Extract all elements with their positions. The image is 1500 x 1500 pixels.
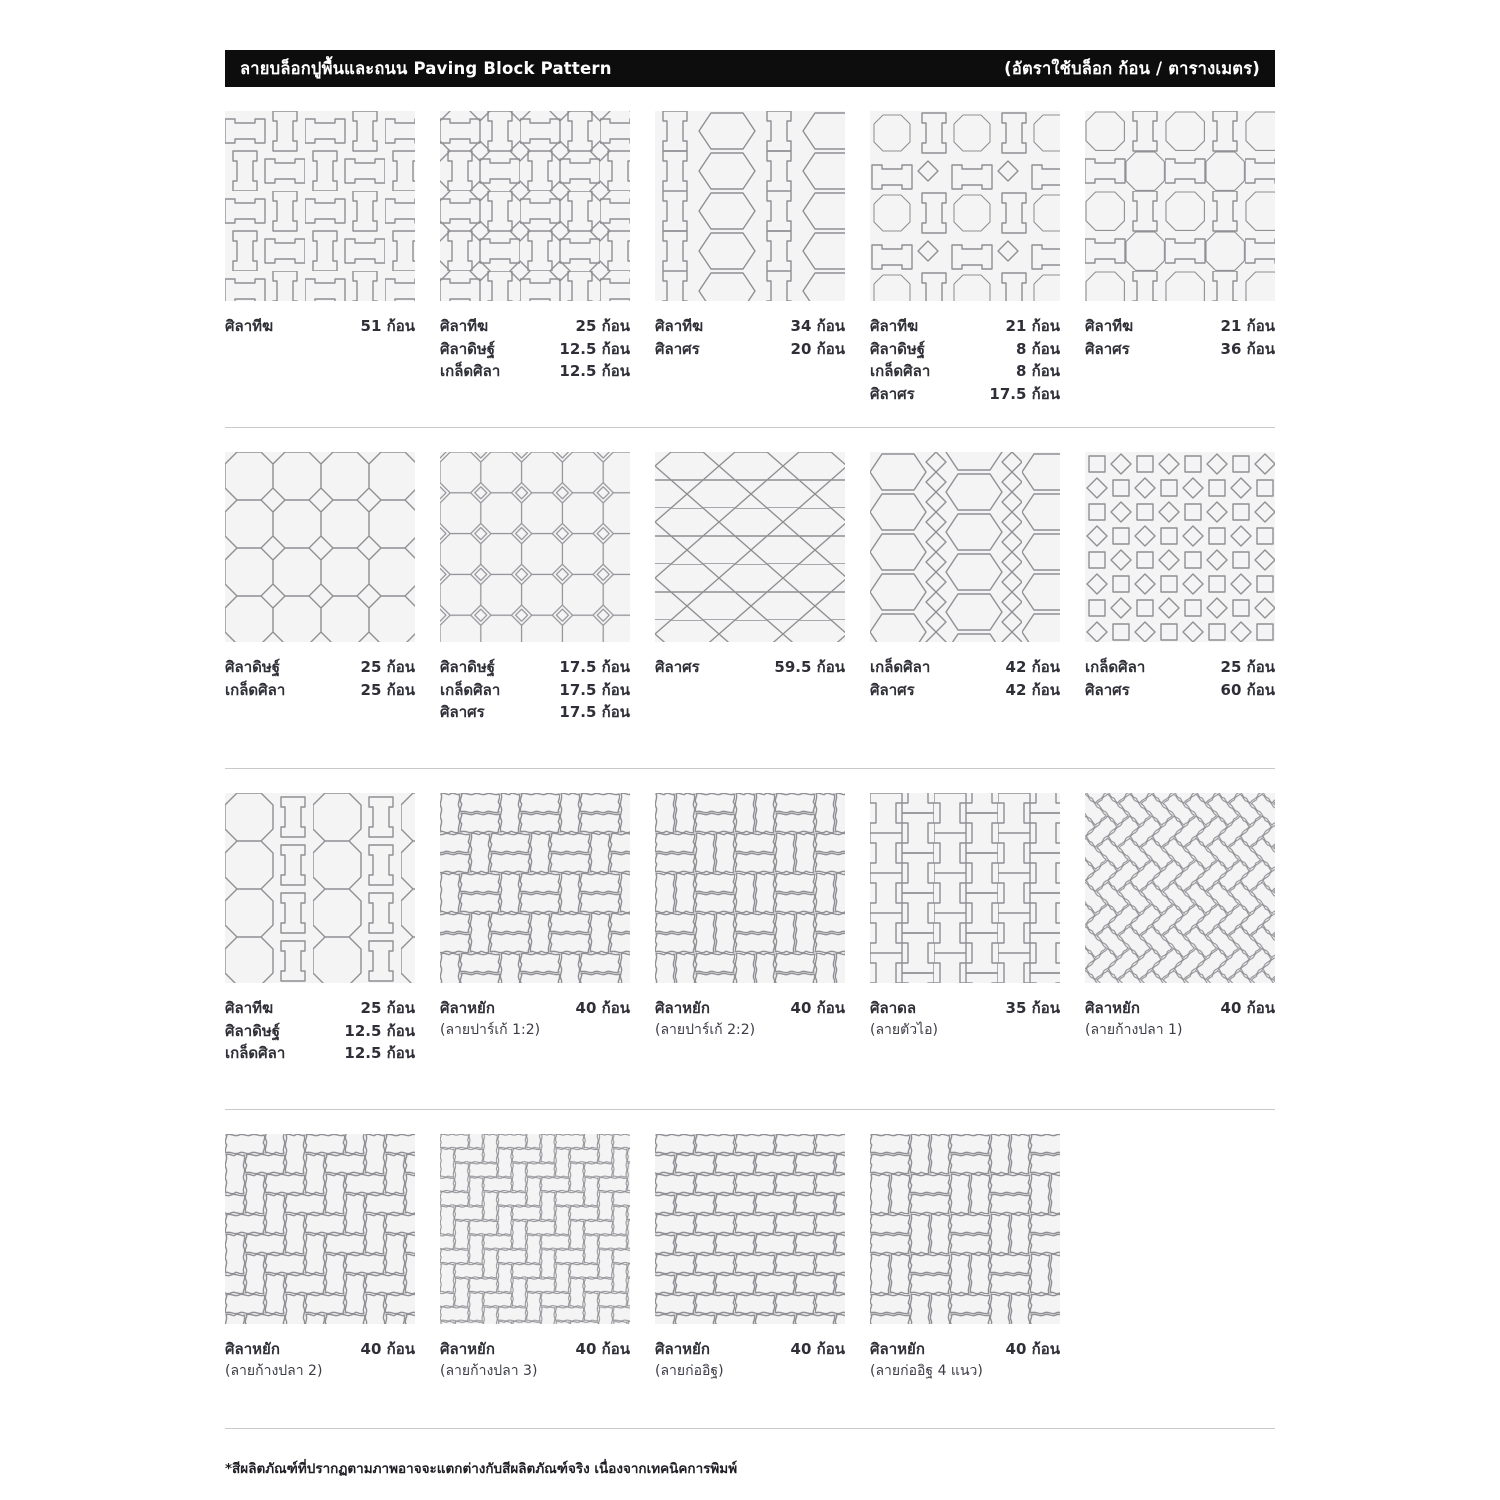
product-line — [225, 315, 415, 338]
product-line — [225, 997, 415, 1020]
pattern-swatch — [870, 793, 1060, 983]
product-line — [655, 338, 845, 361]
product-line — [225, 1338, 415, 1361]
pattern-labels — [655, 642, 845, 768]
pattern-cell — [1085, 111, 1275, 427]
pattern-section — [225, 87, 1275, 428]
product-name: ศิลาดิษฐ์ — [225, 1021, 281, 1040]
product-name: เกล็ดศิลา — [870, 658, 931, 676]
product-name: ศิลาทีฆ — [870, 317, 919, 335]
product-quantity: 8 ก้อน — [1015, 339, 1060, 358]
product-line — [1085, 338, 1275, 361]
pattern-cell — [655, 1134, 845, 1428]
pattern-swatch — [225, 452, 415, 642]
product-quantity: 25 ก้อน — [360, 999, 415, 1017]
pattern-note: (ลายปาร์เก้ 2:2) — [655, 1021, 756, 1038]
product-quantity: 20 ก้อน — [790, 339, 845, 358]
swatch-pattern-fill — [655, 452, 845, 642]
product-name: ศิลาดิษฐ์ — [440, 658, 496, 676]
product-line — [870, 315, 1060, 338]
pattern-note: (ลายปาร์เก้ 1:2) — [440, 1021, 541, 1038]
pattern-cell — [1085, 793, 1275, 1109]
swatch-pattern-fill — [225, 111, 415, 301]
page-title: ลายบล็อกปูพื้นและถนน Paving Block Pattern — [240, 58, 612, 78]
product-name: ศิลาหยัก — [440, 1340, 495, 1358]
pattern-labels — [655, 301, 845, 427]
pattern-labels — [440, 301, 630, 427]
swatch-pattern-fill — [870, 1134, 1060, 1324]
swatch-pattern-fill — [440, 111, 630, 301]
product-name: เกล็ดศิลา — [225, 1044, 286, 1062]
pattern-section — [225, 428, 1275, 769]
product-line — [870, 383, 1060, 406]
product-quantity: 17.5 ก้อน — [559, 658, 630, 676]
swatch-pattern-fill — [440, 1134, 630, 1324]
product-quantity: 42 ก้อน — [1005, 658, 1060, 676]
pattern-swatch — [655, 452, 845, 642]
product-quantity: 12.5 ก้อน — [559, 339, 630, 358]
product-name: ศิลาดิษฐ์ — [225, 658, 281, 676]
pattern-labels — [655, 1324, 845, 1428]
product-quantity: 40 ก้อน — [790, 1340, 845, 1358]
product-line — [870, 679, 1060, 702]
product-quantity: 25 ก้อน — [360, 680, 415, 699]
product-name: ศิลาทีฆ — [225, 317, 274, 335]
pattern-note: (ลายก่ออิฐ) — [655, 1362, 724, 1379]
product-line — [870, 1338, 1060, 1361]
product-name: เกล็ดศิลา — [440, 362, 501, 380]
product-quantity: 12.5 ก้อน — [344, 1021, 415, 1040]
product-line — [870, 997, 1060, 1020]
pattern-labels — [870, 301, 1060, 427]
product-quantity: 40 ก้อน — [360, 1340, 415, 1358]
product-name: ศิลาศร — [655, 339, 700, 358]
product-quantity: 40 ก้อน — [575, 999, 630, 1017]
pattern-note: (ลายก้างปลา 2) — [225, 1362, 323, 1379]
swatch-pattern-fill — [655, 1134, 845, 1324]
swatch-pattern-fill — [870, 111, 1060, 301]
pattern-cell — [440, 1134, 630, 1428]
swatch-pattern-fill — [225, 452, 415, 642]
pattern-swatch — [440, 1134, 630, 1324]
pattern-labels — [655, 983, 845, 1109]
product-name: ศิลาศร — [1085, 680, 1130, 699]
pattern-cell — [1085, 452, 1275, 768]
pattern-swatch — [655, 793, 845, 983]
pattern-cell — [225, 111, 415, 427]
pattern-cell — [870, 793, 1060, 1109]
product-name: ศิลาดิษฐ์ — [870, 339, 926, 358]
product-quantity: 17.5 ก้อน — [989, 384, 1060, 403]
product-name: ศิลาศร — [1085, 339, 1130, 358]
header-bar — [225, 50, 1275, 87]
pattern-cell — [655, 452, 845, 768]
product-name: ศิลาศร — [870, 680, 915, 699]
product-quantity: 59.5 ก้อน — [774, 658, 845, 676]
pattern-swatch — [870, 1134, 1060, 1324]
product-name: ศิลาดล — [870, 999, 917, 1017]
pattern-row — [225, 111, 1275, 427]
product-line — [225, 656, 415, 679]
pattern-cell — [870, 111, 1060, 427]
product-quantity: 40 ก้อน — [1220, 999, 1275, 1017]
pattern-row — [225, 793, 1275, 1109]
product-quantity: 17.5 ก้อน — [559, 680, 630, 699]
swatch-pattern-fill — [870, 793, 1060, 983]
product-line — [655, 997, 845, 1020]
product-line — [1085, 315, 1275, 338]
pattern-row — [225, 1134, 1275, 1428]
swatch-pattern-fill — [1085, 111, 1275, 301]
pattern-swatch — [1085, 111, 1275, 301]
pattern-note: (ลายก่ออิฐ 4 แนว) — [870, 1362, 983, 1379]
swatch-pattern-fill — [225, 1134, 415, 1324]
product-line — [440, 997, 630, 1020]
product-name: ศิลาหยัก — [655, 1340, 710, 1358]
pattern-cell — [440, 793, 630, 1109]
product-quantity: 8 ก้อน — [1015, 362, 1060, 380]
pattern-swatch — [870, 111, 1060, 301]
product-name: ศิลาทีฆ — [225, 999, 274, 1017]
pattern-swatch — [655, 1134, 845, 1324]
pattern-labels — [440, 983, 630, 1109]
product-name: ศิลาทีฆ — [440, 317, 489, 335]
pattern-cell — [440, 111, 630, 427]
product-quantity: 60 ก้อน — [1220, 680, 1275, 699]
pattern-labels — [870, 642, 1060, 768]
product-line — [440, 679, 630, 702]
pattern-labels — [225, 642, 415, 768]
swatch-pattern-fill — [1085, 452, 1275, 642]
pattern-cell — [655, 111, 845, 427]
product-name: ศิลาหยัก — [440, 999, 495, 1017]
pattern-swatch — [440, 452, 630, 642]
pattern-cell — [225, 1134, 415, 1428]
pattern-swatch — [870, 452, 1060, 642]
pattern-swatch — [1085, 452, 1275, 642]
pattern-swatch — [225, 111, 415, 301]
product-line — [1085, 656, 1275, 679]
swatch-pattern-fill — [655, 793, 845, 983]
pattern-cell — [440, 452, 630, 768]
product-quantity: 42 ก้อน — [1005, 680, 1060, 699]
pattern-labels — [1085, 983, 1275, 1109]
product-quantity: 35 ก้อน — [1005, 999, 1060, 1017]
pattern-labels — [440, 642, 630, 768]
product-name: เกล็ดศิลา — [1085, 658, 1146, 676]
product-name: ศิลาศร — [655, 658, 700, 676]
product-line — [440, 1338, 630, 1361]
product-quantity: 40 ก้อน — [1005, 1340, 1060, 1358]
product-quantity: 12.5 ก้อน — [344, 1044, 415, 1062]
product-name: ศิลาทีฆ — [655, 317, 704, 335]
product-name: ศิลาทีฆ — [1085, 317, 1134, 335]
product-quantity: 51 ก้อน — [360, 317, 415, 335]
product-quantity: 21 ก้อน — [1220, 317, 1275, 335]
product-quantity: 25 ก้อน — [1220, 658, 1275, 676]
product-name: ศิลาหยัก — [1085, 999, 1140, 1017]
product-line — [655, 656, 845, 679]
product-name: ศิลาศร — [870, 384, 915, 403]
product-line — [225, 679, 415, 702]
product-line — [870, 338, 1060, 361]
pattern-labels — [1085, 301, 1275, 427]
pattern-labels — [870, 983, 1060, 1109]
product-quantity: 25 ก้อน — [575, 317, 630, 335]
product-name: เกล็ดศิลา — [225, 680, 286, 699]
pattern-cell — [655, 793, 845, 1109]
swatch-pattern-fill — [440, 793, 630, 983]
product-quantity: 21 ก้อน — [1005, 317, 1060, 335]
swatch-pattern-fill — [870, 452, 1060, 642]
product-quantity: 40 ก้อน — [790, 999, 845, 1017]
product-line — [1085, 679, 1275, 702]
swatch-pattern-fill — [655, 111, 845, 301]
pattern-labels — [440, 1324, 630, 1428]
pattern-swatch — [655, 111, 845, 301]
pattern-section — [225, 769, 1275, 1110]
pattern-note: (ลายก้างปลา 1) — [1085, 1021, 1183, 1038]
pattern-rows — [225, 87, 1275, 1429]
swatch-pattern-fill — [225, 793, 415, 983]
product-name: ศิลาดิษฐ์ — [440, 339, 496, 358]
header-unit-note: (อัตราใช้บล็อก ก้อน / ตารางเมตร) — [1004, 58, 1260, 78]
product-quantity: 36 ก้อน — [1220, 339, 1275, 358]
product-quantity: 17.5 ก้อน — [559, 703, 630, 721]
product-line — [870, 360, 1060, 383]
pattern-row — [225, 452, 1275, 768]
product-quantity: 34 ก้อน — [790, 317, 845, 335]
pattern-cell — [870, 1134, 1060, 1428]
product-line — [655, 1338, 845, 1361]
product-line — [440, 701, 630, 724]
pattern-swatch — [225, 793, 415, 983]
pattern-cell — [225, 452, 415, 768]
product-line — [870, 656, 1060, 679]
pattern-note: (ลายก้างปลา 3) — [440, 1362, 538, 1379]
product-line — [440, 338, 630, 361]
pattern-swatch — [440, 111, 630, 301]
pattern-labels — [225, 301, 415, 427]
product-name: ศิลาหยัก — [225, 1340, 280, 1358]
pattern-cell — [225, 793, 415, 1109]
product-name: ศิลาหยัก — [655, 999, 710, 1017]
pattern-labels — [225, 1324, 415, 1428]
product-name: ศิลาศร — [440, 703, 485, 721]
product-quantity: 40 ก้อน — [575, 1340, 630, 1358]
product-quantity: 12.5 ก้อน — [559, 362, 630, 380]
product-line — [655, 315, 845, 338]
footer-note: *สีผลิตภัณฑ์ที่ปรากฏตามภาพอาจจะแตกต่างกับสีผลิตภัณฑ์จริง เนื่องจากเทคนิคการพิมพ์ — [225, 1461, 738, 1477]
swatch-pattern-fill — [1085, 793, 1275, 983]
pattern-labels — [870, 1324, 1060, 1428]
pattern-note: (ลายตัวไอ) — [870, 1021, 938, 1038]
pattern-swatch — [1085, 793, 1275, 983]
product-name: ศิลาหยัก — [870, 1340, 925, 1358]
pattern-swatch — [225, 1134, 415, 1324]
catalog-sheet — [225, 50, 1275, 1479]
pattern-section — [225, 1110, 1275, 1429]
pattern-labels — [1085, 642, 1275, 768]
product-name: เกล็ดศิลา — [870, 362, 931, 380]
product-name: เกล็ดศิลา — [440, 680, 501, 699]
pattern-swatch — [440, 793, 630, 983]
pattern-labels — [225, 983, 415, 1109]
swatch-pattern-fill — [440, 452, 630, 642]
product-line — [1085, 997, 1275, 1020]
product-quantity: 25 ก้อน — [360, 658, 415, 676]
product-line — [440, 315, 630, 338]
product-line — [440, 360, 630, 383]
product-line — [440, 656, 630, 679]
product-line — [225, 1020, 415, 1043]
pattern-cell — [870, 452, 1060, 768]
product-line — [225, 1042, 415, 1065]
